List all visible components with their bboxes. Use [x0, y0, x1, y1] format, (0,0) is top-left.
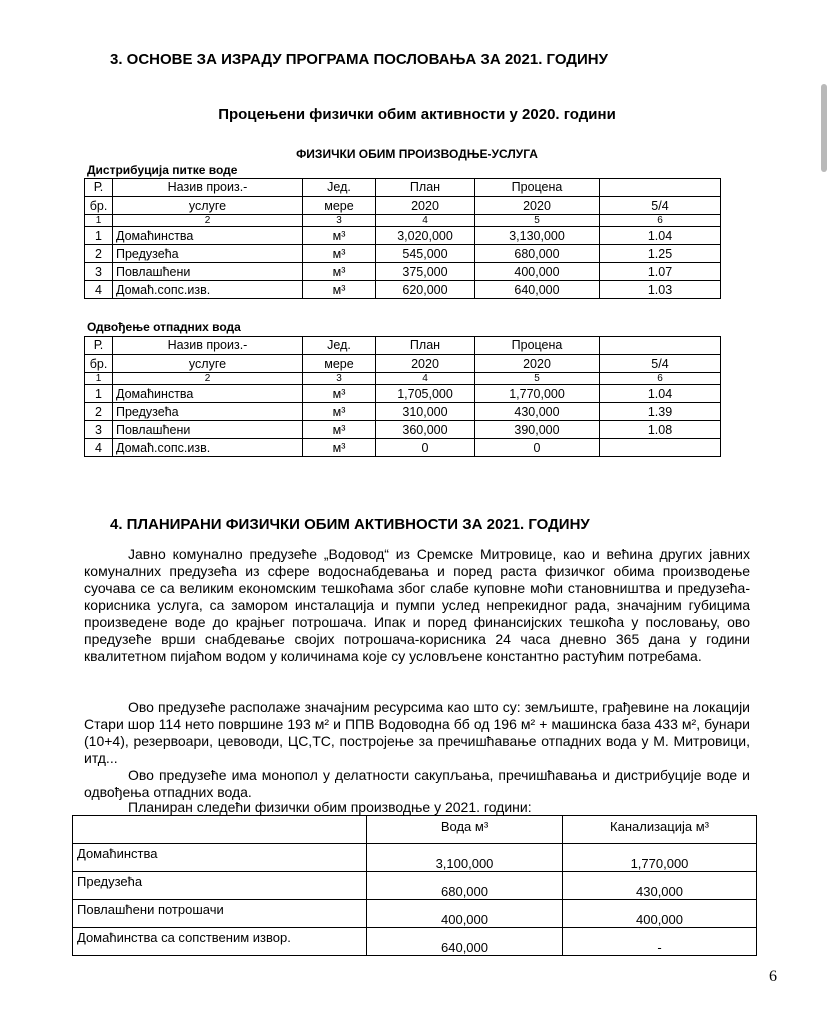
header-cell: План [376, 337, 475, 355]
row-number: 1 [85, 385, 113, 403]
table-row [85, 385, 721, 403]
row-name: Домаћинства [113, 385, 303, 403]
paragraph [84, 546, 750, 665]
row-water: 680,000 [367, 872, 563, 900]
header-cell: мере [303, 355, 376, 373]
table-row [85, 263, 721, 281]
row-sewer: 430,000 [563, 872, 757, 900]
row-number: 2 [85, 245, 113, 263]
header-cell: Назив произ.- [113, 337, 303, 355]
column-number: 6 [600, 215, 721, 227]
column-number: 5 [475, 215, 600, 227]
column-number: 1 [85, 215, 113, 227]
row-name: Повлашћени [113, 421, 303, 439]
sewage-table [84, 336, 721, 457]
column-number: 2 [113, 373, 303, 385]
subtitle: Процењени физички обим активности у 2020. години [218, 106, 616, 123]
table-row [73, 872, 757, 900]
column-number: 5 [475, 373, 600, 385]
header-cell: План [376, 179, 475, 197]
column-number: 2 [113, 215, 303, 227]
header-cell: Процена [475, 179, 600, 197]
paragraph [84, 799, 750, 816]
planned-volume-table [72, 815, 757, 956]
table-header-row [85, 337, 721, 355]
paragraph-text: Ово предузеће располаже значајним ресурсима као што су: земљиште, грађевине на локацији Стари шор 114 нето површине 193 м² и ППВ Водоводна бб од 196 м² + машинска база 433 м², бунари (10+4), резервоари, цевоводи, ЦС,ТС, постројење за пречишћавање отпадних вода у М. Митровици, итд... [84, 699, 750, 766]
row-sewer: - [563, 928, 757, 956]
header-cell: 2020 [475, 197, 600, 215]
row-name: Домаћинства [113, 227, 303, 245]
row-estimate: 640,000 [475, 281, 600, 299]
header-cell: 2020 [376, 197, 475, 215]
header-cell: 5/4 [600, 197, 721, 215]
row-ratio: 1.08 [600, 421, 721, 439]
table-header-row [85, 355, 721, 373]
water-table-label: Дистрибуција питке воде [87, 163, 238, 177]
section-3-heading: 3. ОСНОВЕ ЗА ИЗРАДУ ПРОГРАМА ПОСЛОВАЊА ЗА 2021. ГОДИНУ [110, 51, 608, 68]
header-cell: Р. [85, 179, 113, 197]
row-unit: м³ [303, 245, 376, 263]
row-plan: 1,705,000 [376, 385, 475, 403]
row-estimate: 0 [475, 439, 600, 457]
row-ratio: 1.04 [600, 385, 721, 403]
column-number: 4 [376, 215, 475, 227]
header-cell: услуге [113, 355, 303, 373]
row-plan: 3,020,000 [376, 227, 475, 245]
paragraph [84, 699, 750, 767]
table-row [85, 421, 721, 439]
row-water: 400,000 [367, 900, 563, 928]
row-name: Предузећа [113, 245, 303, 263]
row-ratio: 1.39 [600, 403, 721, 421]
column-number: 1 [85, 373, 113, 385]
row-estimate: 680,000 [475, 245, 600, 263]
row-ratio: 1.03 [600, 281, 721, 299]
table-row [73, 928, 757, 956]
header-cell: Р. [85, 337, 113, 355]
table-row [85, 281, 721, 299]
header-cell [73, 816, 367, 844]
column-number-row [85, 373, 721, 385]
row-number: 2 [85, 403, 113, 421]
row-estimate: 3,130,000 [475, 227, 600, 245]
table-row [73, 900, 757, 928]
row-plan: 0 [376, 439, 475, 457]
paragraph-text: Планиран следећи физички обим производње у 2021. години: [128, 799, 532, 815]
table-row [73, 844, 757, 872]
row-water: 3,100,000 [367, 844, 563, 872]
row-name: Предузећа [113, 403, 303, 421]
header-cell: 2020 [376, 355, 475, 373]
row-ratio: 1.25 [600, 245, 721, 263]
header-cell: Канализација м³ [563, 816, 757, 844]
row-number: 4 [85, 439, 113, 457]
table-row [85, 403, 721, 421]
paragraph [84, 767, 750, 801]
row-plan: 310,000 [376, 403, 475, 421]
row-name: Предузећа [73, 872, 367, 900]
header-cell: бр. [85, 197, 113, 215]
row-plan: 360,000 [376, 421, 475, 439]
header-cell [600, 179, 721, 197]
column-number-row [85, 215, 721, 227]
row-estimate: 390,000 [475, 421, 600, 439]
paragraph-text: Ово предузеће има монопол у делатности сакупљања, пречишћавања и дистрибуције воде и одвођења отпадних вода. [84, 767, 750, 800]
header-cell: мере [303, 197, 376, 215]
table-row [85, 227, 721, 245]
column-number: 3 [303, 373, 376, 385]
row-sewer: 400,000 [563, 900, 757, 928]
row-plan: 375,000 [376, 263, 475, 281]
table-row [85, 439, 721, 457]
column-number: 6 [600, 373, 721, 385]
row-ratio: 1.07 [600, 263, 721, 281]
section-4-heading: 4. ПЛАНИРАНИ ФИЗИЧКИ ОБИМ АКТИВНОСТИ ЗА 2021. ГОДИНУ [110, 516, 590, 533]
row-ratio: 1.04 [600, 227, 721, 245]
row-number: 1 [85, 227, 113, 245]
row-unit: м³ [303, 439, 376, 457]
table-header-row [73, 816, 757, 844]
header-cell: 2020 [475, 355, 600, 373]
row-unit: м³ [303, 281, 376, 299]
row-unit: м³ [303, 421, 376, 439]
header-cell [600, 337, 721, 355]
row-name: Повлашћени [113, 263, 303, 281]
row-name: Домаћ.сопс.изв. [113, 439, 303, 457]
header-cell: 5/4 [600, 355, 721, 373]
header-cell: Вода м³ [367, 816, 563, 844]
row-unit: м³ [303, 263, 376, 281]
row-unit: м³ [303, 227, 376, 245]
row-plan: 545,000 [376, 245, 475, 263]
header-cell: услуге [113, 197, 303, 215]
row-unit: м³ [303, 403, 376, 421]
row-number: 3 [85, 421, 113, 439]
row-name: Повлашћени потрошачи [73, 900, 367, 928]
row-estimate: 430,000 [475, 403, 600, 421]
table-row [85, 245, 721, 263]
row-name: Домаћинства са сопственим извор. [73, 928, 367, 956]
header-cell: бр. [85, 355, 113, 373]
row-ratio [600, 439, 721, 457]
table-header-row [85, 197, 721, 215]
column-number: 3 [303, 215, 376, 227]
paragraph-text: Јавно комунално предузеће „Водовод“ из Сремске Митровице, као и већина других јавних комуналних предузећа из сфере водоснабдевања и поред раста физичког обима производење суочава се са великим економским тешкоћама због слабе куповне моћи становништва и предузећа-корисника услуга, са замором инсталација и пумпи услед непрекидног рада, значајним губицима произведене воде до крајњег потрошача. Ипак и поред финансијских тешкоћа у пословању, ово предузеће врши снабдевање својих потрошача-корисника 24 часа дневно 365 дана у години квалитетном пијаћом водом у количинама које су условљене константно растућим потребама. [84, 546, 750, 664]
water-distribution-table [84, 178, 721, 299]
row-number: 4 [85, 281, 113, 299]
column-number: 4 [376, 373, 475, 385]
row-number: 3 [85, 263, 113, 281]
row-name: Домаћ.сопс.изв. [113, 281, 303, 299]
header-cell: Процена [475, 337, 600, 355]
table-caption: ФИЗИЧКИ ОБИМ ПРОИЗВОДЊЕ-УСЛУГА [296, 147, 538, 161]
row-unit: м³ [303, 385, 376, 403]
row-plan: 620,000 [376, 281, 475, 299]
table-header-row [85, 179, 721, 197]
row-water: 640,000 [367, 928, 563, 956]
header-cell: Јед. [303, 179, 376, 197]
header-cell: Јед. [303, 337, 376, 355]
header-cell: Назив произ.- [113, 179, 303, 197]
row-name: Домаћинства [73, 844, 367, 872]
sewage-table-label: Одвођење отпадних вода [87, 320, 241, 334]
row-sewer: 1,770,000 [563, 844, 757, 872]
page-number: 6 [769, 968, 777, 985]
row-estimate: 400,000 [475, 263, 600, 281]
row-estimate: 1,770,000 [475, 385, 600, 403]
